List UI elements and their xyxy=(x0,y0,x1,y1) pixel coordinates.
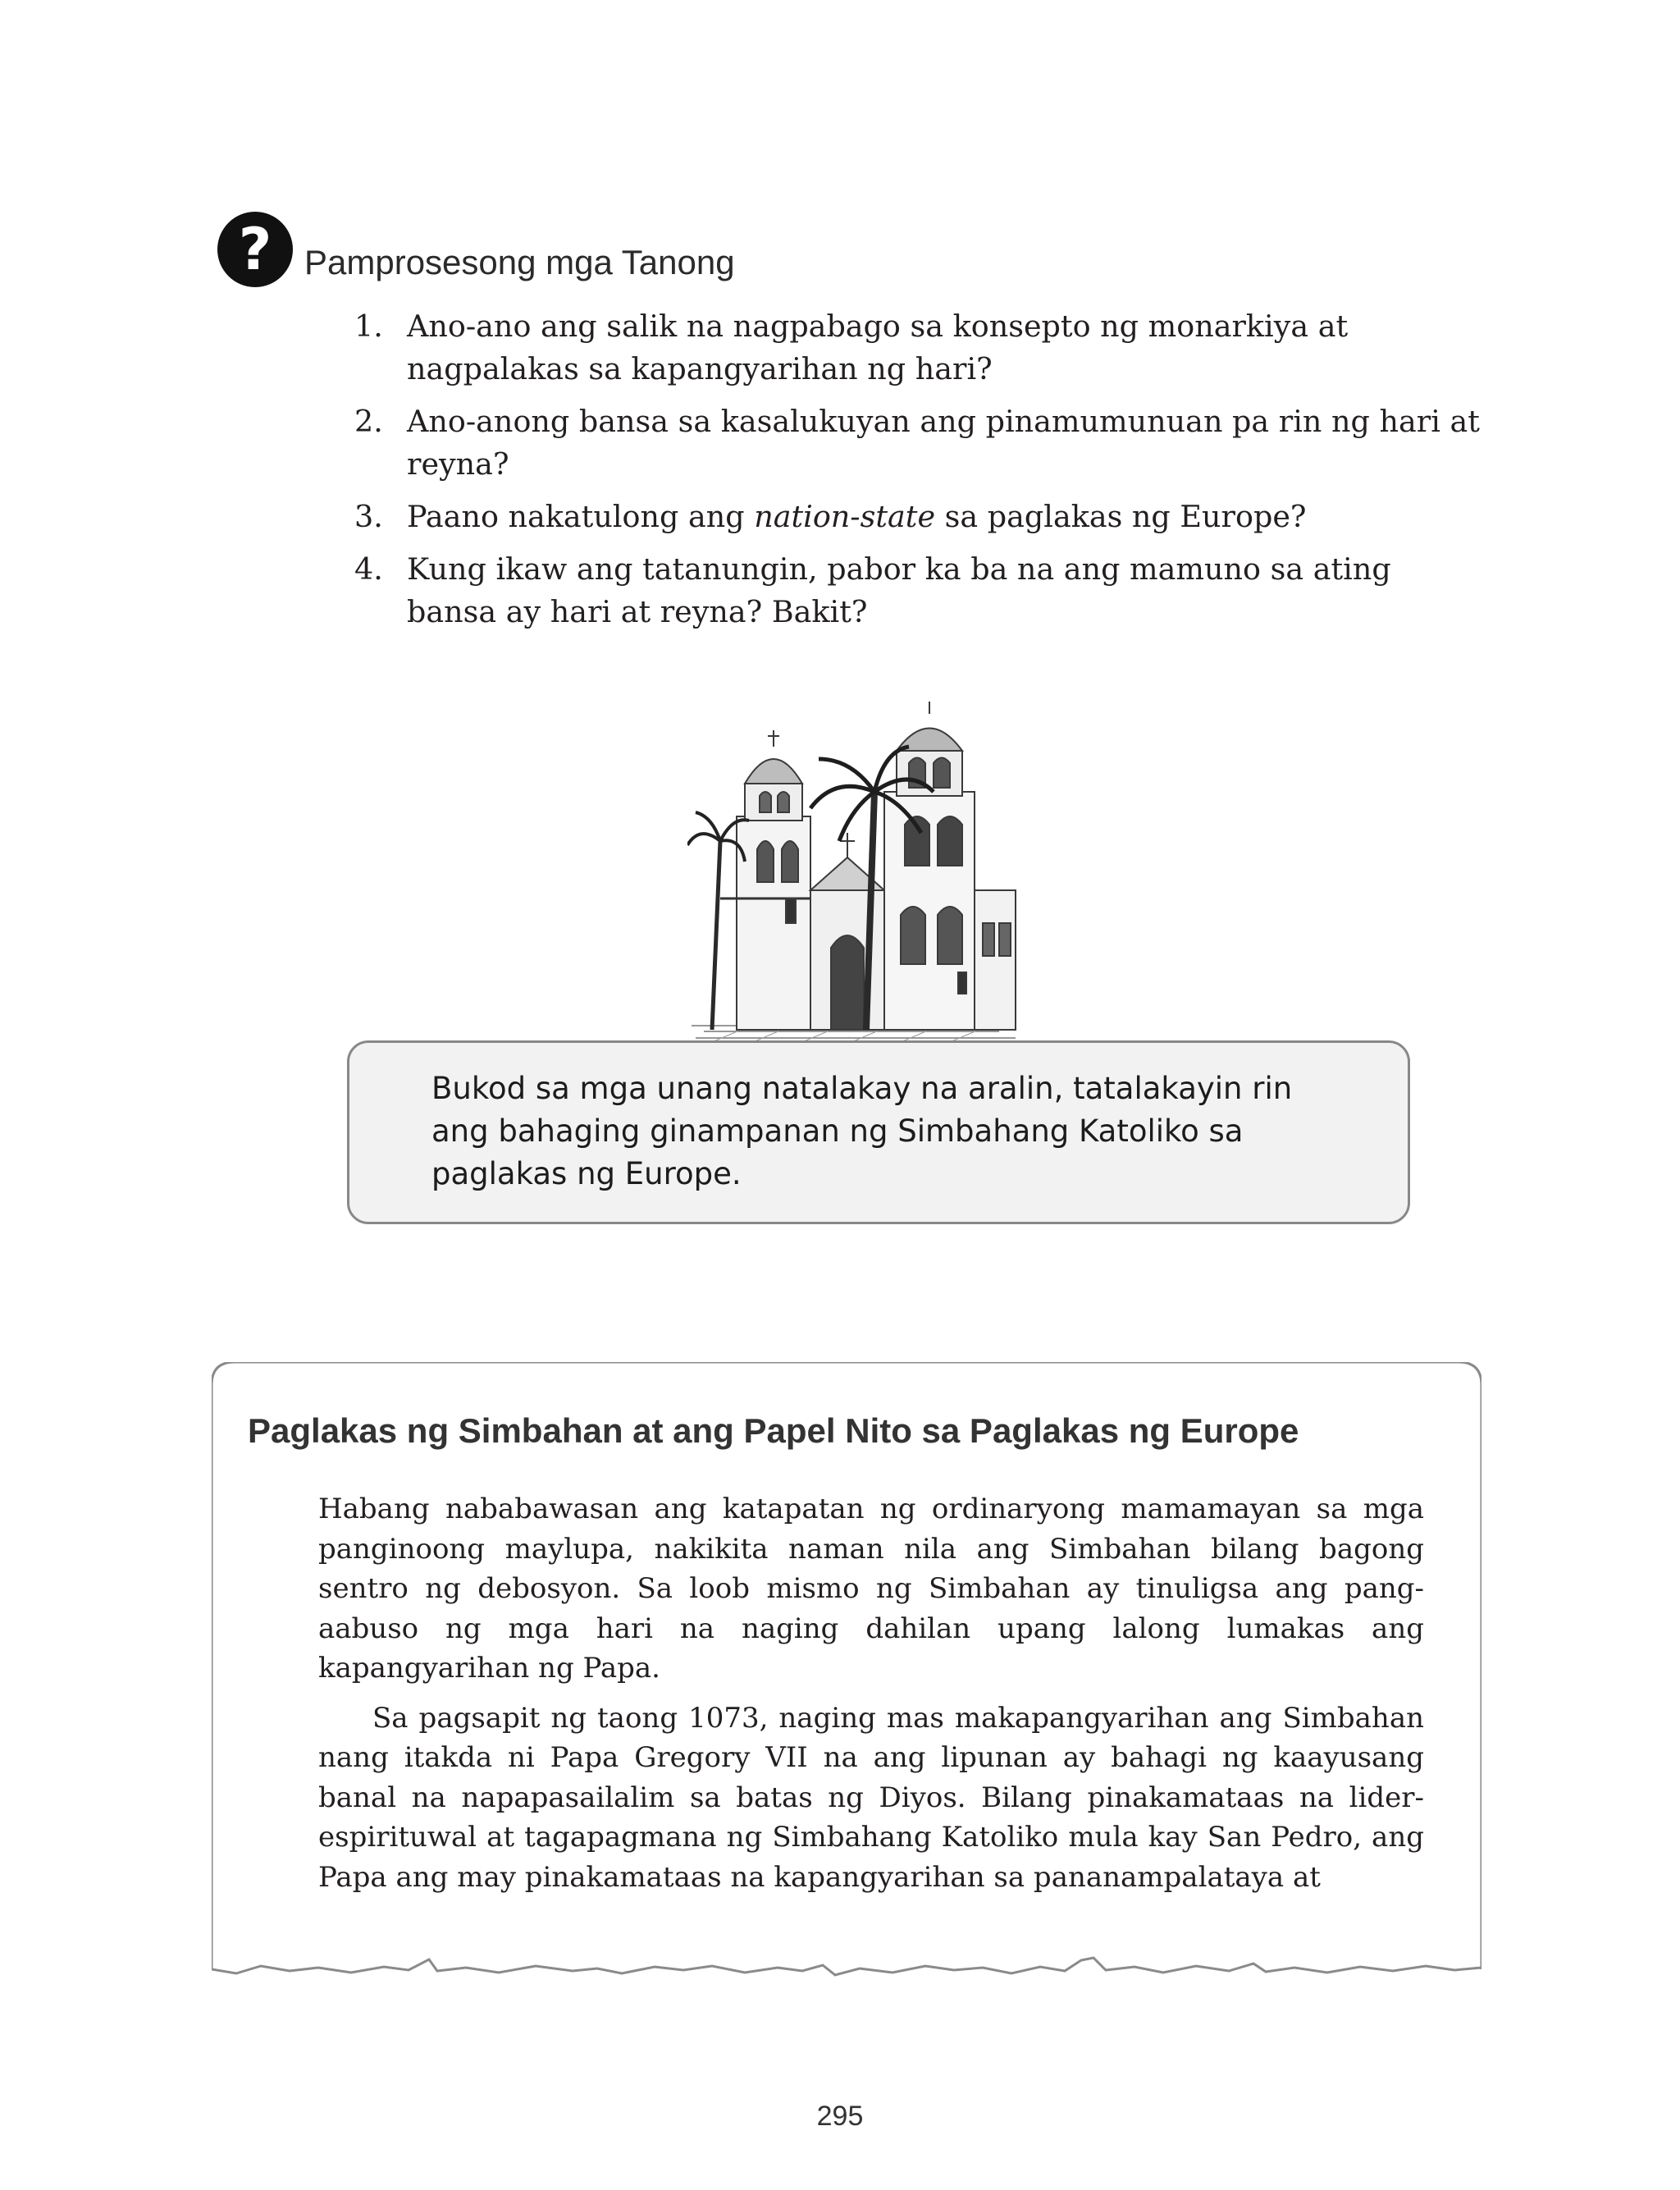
church-illustration xyxy=(687,702,1025,1046)
questions-heading xyxy=(217,212,735,287)
page-number: 295 xyxy=(816,2101,864,2132)
question-number: 3. xyxy=(354,499,383,534)
question-text: Ano-anong bansa sa kasalukuyan ang pinamumunuan pa rin ng hari at reyna? xyxy=(407,404,1480,482)
question-number: 4. xyxy=(354,551,383,587)
question-text-italic: nation-state xyxy=(754,499,936,534)
question-item xyxy=(351,305,1483,391)
callout-text: Bukod sa mga unang natalakay na aralin, tatalakayin rin ang bahaging ginampanan ng Simbahang Katoliko sa paglakas ng Europe. xyxy=(431,1071,1293,1191)
question-text: Kung ikaw ang tatanungin, pabor ka ba na ang mamuno sa ating bansa ay hari at reyna? Bakit? xyxy=(407,551,1391,629)
question-text-start: Paano nakatulong ang xyxy=(407,499,755,534)
question-text: Ano-ano ang salik na nagpabago sa konsepto ng monarkiya at nagpalakas sa kapangyarihan ng hari? xyxy=(407,309,1349,386)
reading-paragraph: Sa pagsapit ng taong 1073, naging mas makapangyarihan ang Simbahan nang itakda ni Papa Gregory VII na ang lipunan ay bahagi ng kaayusang banal na napapasailalim sa batas ng Diyos. Bilang pinakamataas na lider-espirituwal at tagapagmana ng Simbahang Katoliko mula kay San Pedro, ang Papa ang may pinakamataas na kapangyarihan sa pananampalataya at xyxy=(318,1701,1424,1894)
question-item xyxy=(351,400,1483,486)
question-item xyxy=(351,496,1483,538)
reading-body xyxy=(318,1489,1424,1907)
question-icon: ? xyxy=(217,212,293,287)
question-item xyxy=(351,548,1483,633)
reading-title: Paglakas ng Simbahan at ang Papel Nito sa Paglakas ng Europe xyxy=(248,1411,1299,1450)
intro-callout xyxy=(347,1040,1410,1224)
questions-list xyxy=(351,305,1483,643)
reading-paragraph: Habang nababawasan ang katapatan ng ordinaryong mamamayan sa mga panginoong maylupa, nakikita naman nila ang Simbahan bilang bagong sentro ng debosyon. Sa loob mismo ng Simbahan ay tinuligsa ang pang-aabuso ng mga hari na naging dahilan upang lalong lumakas ang kapangyarihan ng Papa. xyxy=(318,1493,1424,1685)
reading-box xyxy=(212,1362,1481,1979)
question-number: 1. xyxy=(354,309,383,344)
question-number: 2. xyxy=(354,404,383,439)
questions-title: Pamprosesong mga Tanong xyxy=(304,243,735,281)
question-text-end: sa paglakas ng Europe? xyxy=(935,499,1307,534)
